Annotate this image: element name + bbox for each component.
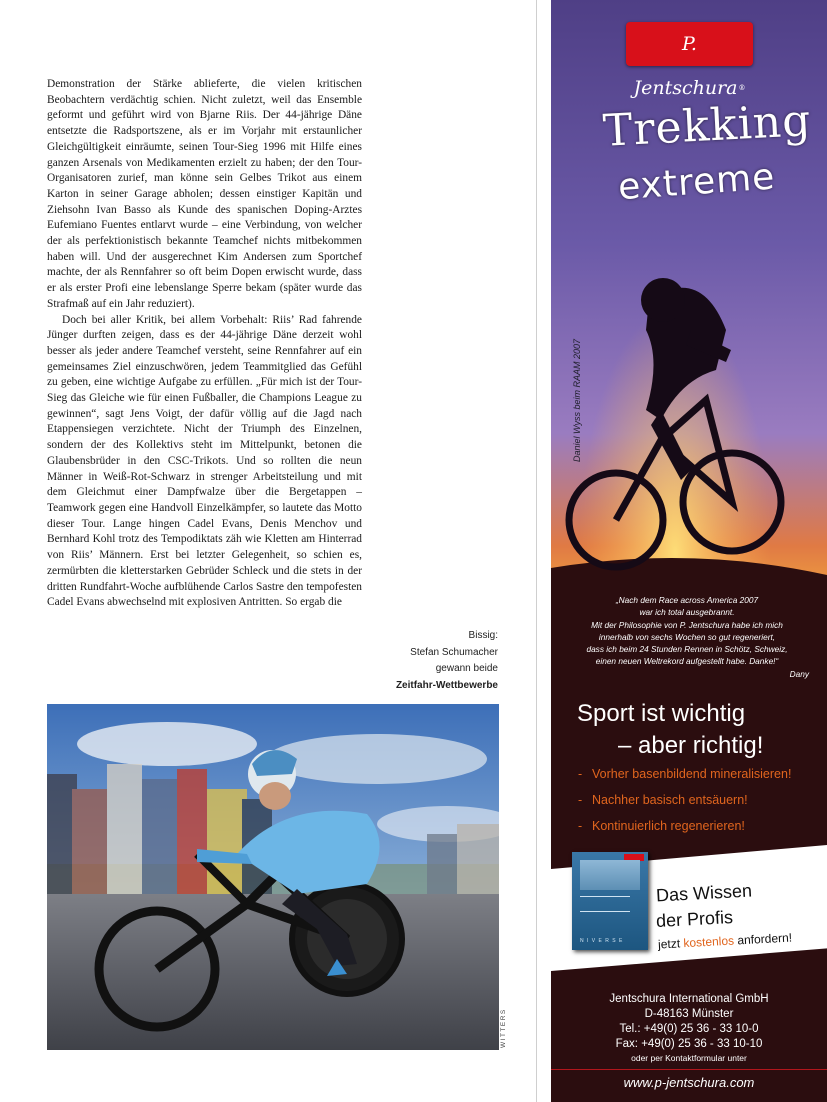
jentschura-advertisement: [551, 0, 827, 1102]
company-address: [551, 992, 827, 1064]
ad-photo-credit: Daniel Wyss beim RAAM 2007: [572, 338, 582, 462]
offer-title-line-1: Das Wissen: [655, 880, 753, 906]
headline-extreme: extreme: [616, 156, 777, 209]
book-footer: N I V E R S E: [580, 938, 624, 944]
headline-trekking: Trekking: [601, 94, 813, 157]
benefit-list: [578, 767, 791, 845]
list-item: - Nachher basisch entsäuern!: [578, 793, 748, 807]
url-divider: [551, 1069, 827, 1070]
book-cover-photo: [580, 860, 640, 890]
company-phone: Tel.: +49(0) 25 36 - 33 10-0: [619, 1023, 759, 1035]
website-link[interactable]: www.p-jentschura.com: [623, 1075, 755, 1090]
quote-line: dass ich beim 24 Stunden Rennen in Schötz, Schweiz,: [586, 644, 788, 655]
quote-line: „Nach dem Race across America 2007: [615, 595, 759, 605]
caption-line: Bissig:: [468, 630, 498, 641]
contact-note: oder per Kontaktformular unter: [631, 1053, 747, 1063]
cyclist-photo: [47, 704, 499, 1050]
quote-line: einen neuen Weltrekord aufgestellt habe. Danke!“: [595, 656, 779, 667]
quote-line: war ich total ausgebrannt.: [639, 607, 735, 618]
list-item: - Vorher basenbildend mineralisieren!: [578, 767, 792, 781]
quote-line: Mit der Philosophie von P. Jentschura habe ich mich: [591, 619, 783, 630]
book-cover-image[interactable]: [572, 852, 648, 950]
brand-logo[interactable]: P. Jentschura®: [626, 22, 753, 66]
company-name: Jentschura International GmbH: [609, 993, 769, 1005]
caption-line: Stefan Schumacher: [410, 646, 498, 658]
company-fax: Fax: +49(0) 25 36 - 33 10-10: [615, 1038, 763, 1050]
article-paragraph: Doch bei aller Kritik, bei allem Vorbehalt: Riis’ Rad fahrende Jünger durften zeigen, dass es der 44-jährige Däne derzeit wohl besser als jeder andere Teamchef versteht, seine Rennfahrer auf ein gemeinsames Ziel einzuschwören, jedem Teammitglied das Gefühl zu geben, eine wichtige Aufgabe zu erfüllen. „Für mich ist der Tour-Sieg das Gleiche wie für einen Fußballer, die Champions League zu gewinnen“, sagt Jens Voigt, der dafür völlig auf die Jagd nach Etappensiegen verzichtete. Nicht der Triumph des Einzelnen, sondern der des Kollektivs steht im Mittelpunkt, betonen die Glaubensbrüder in den CSC-Trikots. Und so rollten die neun Männer in Weiß-Rot-Schwarz in strenger Arbeitsteilung und mit dem Gleichmut einer Dampfwalze über die Bergetappen – Teamwork gegen eine Handvoll Einzelkämpfer, so lautete das Motto dieser Tour. Lange hingen Cadel Evans, Denis Menchov und Bernhard Kohl trotz des Tempodiktats zäh wie Kletten am Hinterrad von Riis’ Männern. Erst bei letzter Gelegenheit, so schien es, zermürbten die kletterstarken Gebrüder Schleck und die stets in der dritten Rundfahrt-Woche aufblühende Carlos Sastre den tempofesten Cadel Evans abwechselnd mit explosiven Antritten. So ergab die: [47, 313, 362, 609]
testimonial-quote: [559, 594, 815, 680]
column-divider: [536, 0, 537, 1102]
slogan-line-2: – aber richtig!: [618, 732, 764, 759]
caption-line: Zeitfahr-Wettbewerbe: [395, 679, 498, 691]
photo-caption: [392, 628, 498, 694]
offer-title-line-2: der Profis: [655, 906, 734, 932]
slogan-line-1: Sport ist wichtig: [577, 700, 746, 727]
offer-call-to-action[interactable]: jetzt kostenlos anfordern!: [657, 930, 793, 952]
quote-line: innerhalb von sechs Wochen so gut regeneriert,: [598, 631, 776, 642]
list-item: - Kontinuierlich regenerieren!: [578, 819, 745, 833]
photo-credit: WITTERS: [500, 1008, 507, 1048]
book-title-lines: [580, 896, 630, 912]
caption-line: gewann beide: [435, 663, 498, 674]
article-body: [47, 77, 362, 611]
quote-signature: Dany: [789, 668, 809, 679]
article-paragraph: Demonstration der Stärke ablieferte, die vielen kritischen Beobachtern verdächtig schien. Nicht zuletzt, weil das Ensemble geformt und geführt wird von Bjarne Riis. Der 44-jährige Däne entsetzte die Radsportszene, als er im Vorjahr mit erstaunlicher Gleichgültigkeit einräumte, seinen Tour-Sieg 1996 mit Hilfe eines ganzen Arsenals von Medikamenten erzielt zu haben; der den Tour-Organisatoren zurief, man könne sein Gelbes Trikot aus einem Karton in seiner Garage abholen; dessen einstiger Kapitän und Ziehsohn Ivan Basso als Kunde des spanischen Doping-Arztes Eufemiano Fuentes entlarvt wurde – eine Verbindung, von welcher der als perfektionistisch bekannte Teamchef nichts mitbekommen haben will. Und der ausgerechnet Kim Andersen zum Sportchef machte, der als Rennfahrer so oft beim Dopen erwischt wurde, dass er als erster Profi eine lebenslange Sperre bekam (später wurde das Strafmaß auf ein Jahr reduziert).: [47, 78, 362, 310]
company-city: D-48163 Münster: [644, 1008, 734, 1020]
